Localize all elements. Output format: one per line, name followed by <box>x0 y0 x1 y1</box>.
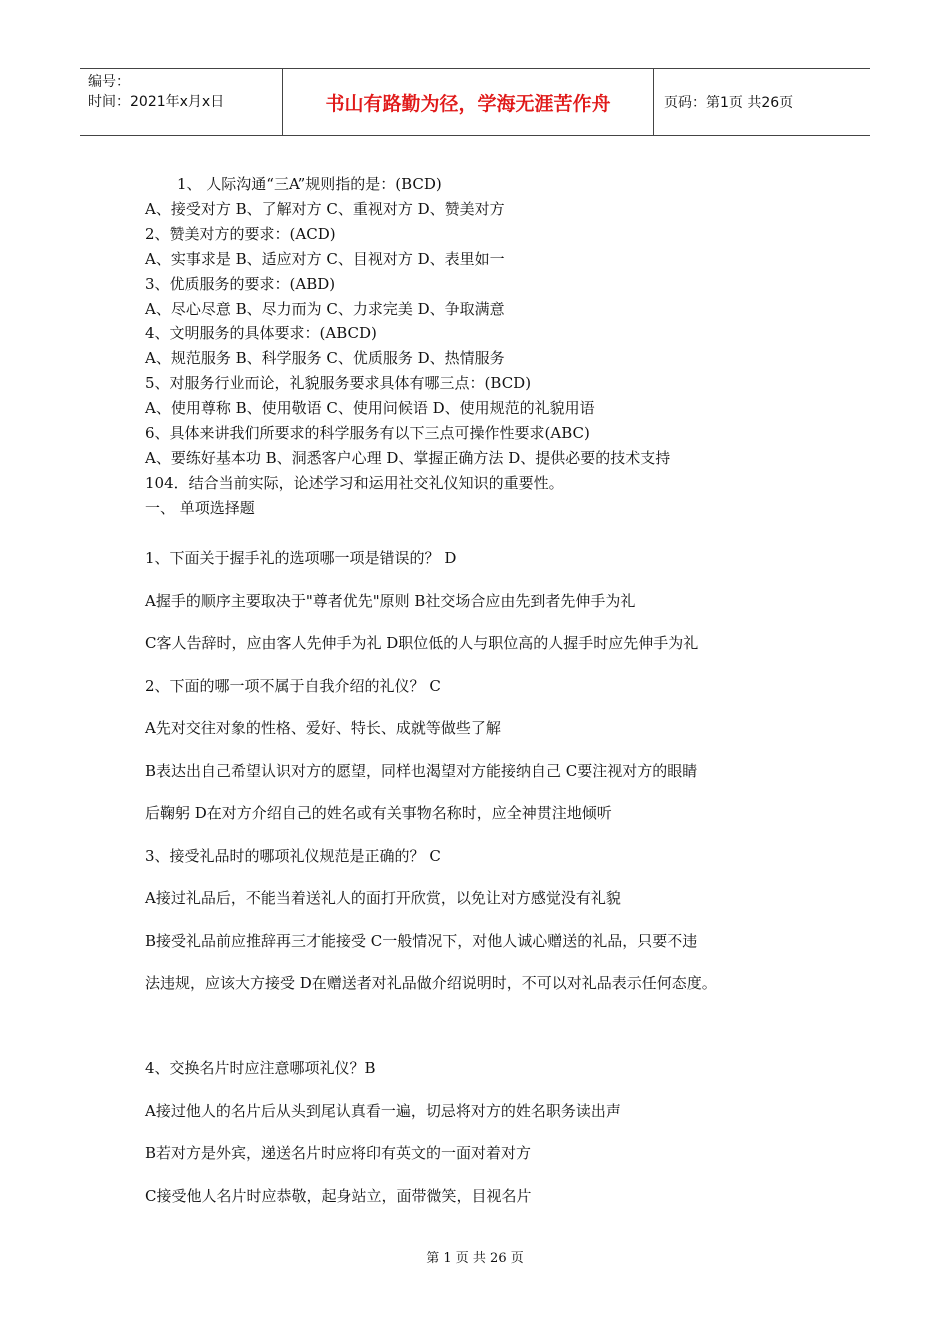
text-line: 2、下面的哪一项不属于自我介绍的礼仪？ C <box>145 676 441 695</box>
text-line: A先对交往对象的性格、爱好、特长、成就等做些了解 <box>145 719 501 737</box>
text-line: A接过他人的名片后从头到尾认真看一遍，切忌将对方的姓名职务读出声 <box>145 1101 621 1120</box>
text-line: 4、交换名片时应注意哪项礼仪？B <box>145 1059 376 1077</box>
motto-cell <box>283 69 654 135</box>
text-line: A、接受对方 B、了解对方 C、重视对方 D、赞美对方 <box>145 199 505 218</box>
section-heading: 一、 单项选择题 <box>145 498 255 517</box>
text-line: 后鞠躬 D在对方介绍自己的姓名或有关事物名称时，应全神贯注地倾听 <box>145 804 612 822</box>
page-footer: 第 1 页 共 26 页 <box>426 1251 524 1266</box>
blank-line <box>145 1005 865 1048</box>
text-line: 104．结合当前实际，论述学习和运用社交礼仪知识的重要性。 <box>145 473 564 492</box>
text-line: 3、优质服务的要求：(ABD) <box>145 274 336 293</box>
question-block-2 <box>145 537 865 1217</box>
text-line: 3、接受礼品时的哪项礼仪规范是正确的？ C <box>145 846 441 865</box>
motto: 书山有路勤为径，学海无涯苦作舟 <box>325 92 611 115</box>
text-line: 1、 人际沟通“三A”规则指的是：(BCD) <box>177 175 442 193</box>
text-line: C客人告辞时，应由客人先伸手为礼 D职位低的人与职位高的人握手时应先伸手为礼 <box>145 634 699 652</box>
page-info: 页码：第1页 共26页 <box>664 95 794 111</box>
header-table <box>80 68 870 136</box>
text-line: 2、赞美对方的要求：(ACD) <box>145 224 336 243</box>
header-meta <box>80 69 283 135</box>
text-line: 1、下面关于握手礼的选项哪一项是错误的？ D <box>145 549 457 567</box>
question-block-1 <box>145 172 845 521</box>
page-info-cell <box>654 69 870 135</box>
text-line: A、要练好基本功 B、洞悉客户心理 D、掌握正确方法 D、提供必要的技术支持 <box>145 448 671 467</box>
text-line: B若对方是外宾，递送名片时应将印有英文的一面对着对方 <box>145 1144 532 1162</box>
time-label: 时间：2021年x月x日 <box>88 94 225 110</box>
number-label: 编号： <box>88 74 130 90</box>
text-line: B表达出自己希望认识对方的愿望，同样也渴望对方能接纳自己 C要注视对方的眼睛 <box>145 761 698 780</box>
text-line: B接受礼品前应推辞再三才能接受 C一般情况下，对他人诚心赠送的礼品，只要不违 <box>145 931 698 950</box>
text-line: A接过礼品后，不能当着送礼人的面打开欣赏，以免让对方感觉没有礼貌 <box>145 889 621 907</box>
text-line: A、实事求是 B、适应对方 C、目视对方 D、表里如一 <box>145 249 505 268</box>
text-line: 法违规，应该大方接受 D在赠送者对礼品做介绍说明时，不可以对礼品表示任何态度。 <box>145 974 717 992</box>
text-line: 5、对服务行业而论，礼貌服务要求具体有哪三点：(BCD) <box>145 374 532 393</box>
text-line: A、规范服务 B、科学服务 C、优质服务 D、热情服务 <box>145 349 505 368</box>
text-line: A、尽心尽意 B、尽力而为 C、力求完美 D、争取满意 <box>145 299 505 318</box>
text-line: A、使用尊称 B、使用敬语 C、使用问候语 D、使用规范的礼貌用语 <box>145 399 595 418</box>
text-line: C接受他人名片时应恭敬，起身站立，面带微笑，目视名片 <box>145 1186 532 1205</box>
text-line: A握手的顺序主要取决于"尊者优先"原则 B社交场合应由先到者先伸手为礼 <box>145 591 636 610</box>
text-line: 6、具体来讲我们所要求的科学服务有以下三点可操作性要求(ABC) <box>145 424 590 443</box>
text-line: 4、文明服务的具体要求：(ABCD) <box>145 324 377 343</box>
